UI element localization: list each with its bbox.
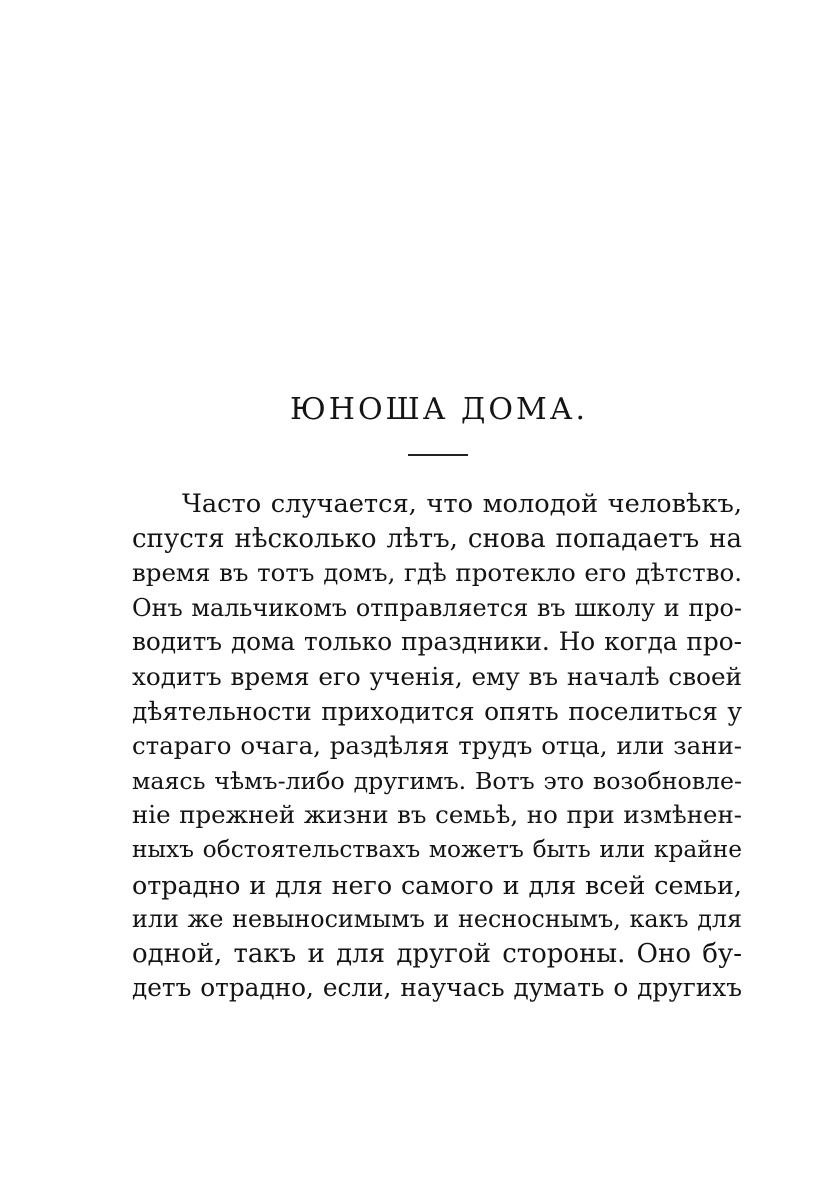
paragraph-line: дѣятельности приходится опять поселиться у: [132, 696, 742, 726]
paragraph-line: отрадно и для него самого и для всей семьи,: [132, 869, 742, 900]
chapter-title: ЮНОША ДОМА.: [289, 392, 588, 427]
paragraph-line: водитъ дома только праздники. Но когда про-: [132, 627, 742, 657]
paragraph-line: спустя нѣсколько лѣтъ, снова попадаетъ на: [132, 523, 742, 554]
paragraph-line: или же невыносимымъ и несноснымъ, какъ для: [132, 905, 742, 934]
paragraph-line: Часто случается, что молодой человѣкъ,: [182, 489, 742, 519]
paragraph-line: маясь чѣмъ-либо другимъ. Вотъ это возобновле-: [132, 766, 742, 795]
paragraph-line: стараго очага, раздѣляя трудъ отца, или зани-: [132, 731, 742, 761]
paragraph-line: ныхъ обстоятельствахъ можетъ быть или крайне: [132, 835, 742, 863]
paragraph-line: детъ отрадно, если, научась думать о другихъ: [132, 973, 742, 1003]
title-divider: [408, 454, 468, 456]
paragraph-line: время въ тотъ домъ, гдѣ протекло его дѣтство.: [132, 558, 742, 588]
paragraph-line: Онъ мальчикомъ отправляется въ школу и про-: [132, 593, 742, 622]
paragraph-line: ходитъ время его ученія, ему въ началѣ своей: [132, 661, 742, 691]
chapter-paragraph: [132, 487, 742, 1006]
paragraph-line: одной, такъ и для другой стороны. Оно бу-: [132, 938, 742, 969]
paragraph-line: ніе прежней жизни въ семьѣ, но при измѣнен-: [132, 800, 742, 830]
